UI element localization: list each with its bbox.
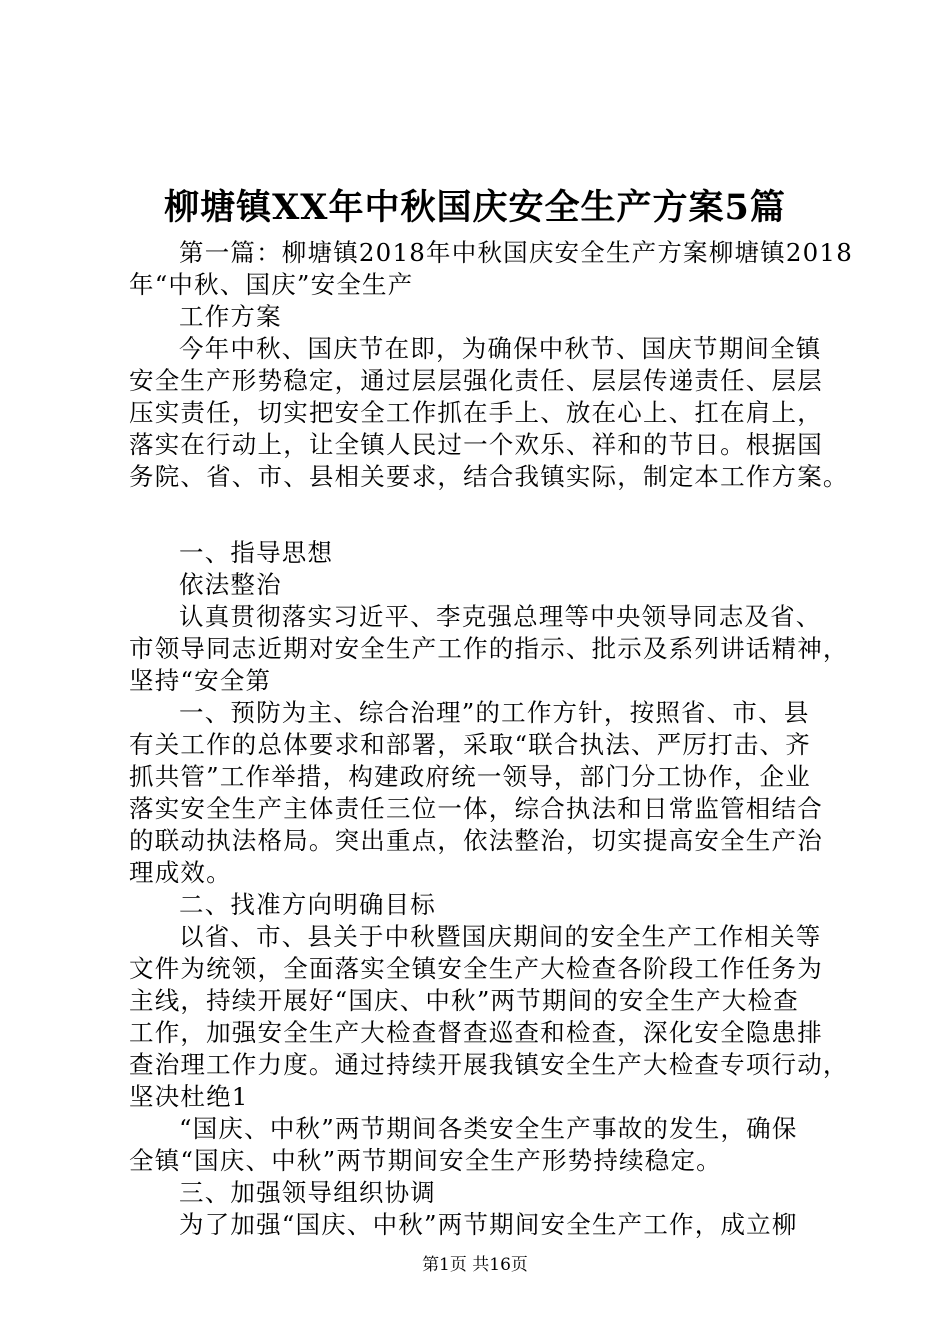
paragraph-line: 依法整治 xyxy=(179,570,282,599)
paragraph-line: 今年中秋、国庆节在即，为确保中秋节、国庆节期间全镇 xyxy=(179,334,822,363)
section-heading: 二、找准方向明确目标 xyxy=(179,890,436,919)
paragraph-line: 一、预防为主、综合治理”的工作方针，按照省、市、县 xyxy=(179,698,810,727)
paragraph-line: 全镇“国庆、中秋”两节期间安全生产形势持续稳定。 xyxy=(129,1146,722,1175)
page-number-footer: 第1页 共16页 xyxy=(422,1255,528,1275)
paragraph-line: 文件为统领，全面落实全镇安全生产大检查各阶段工作任务为 xyxy=(129,954,823,983)
paragraph-line: 落实安全生产主体责任三位一体，综合执法和日常监管相结合 xyxy=(129,794,823,823)
paragraph-line: 抓共管”工作举措，构建政府统一领导，部门分工协作，企业 xyxy=(129,762,811,791)
paragraph-line: 压实责任，切实把安全工作抓在手上、放在心上、扛在肩上， xyxy=(129,398,823,427)
paragraph-line: 安全生产形势稳定，通过层层强化责任、层层传递责任、层层 xyxy=(129,366,823,395)
paragraph-line: 主线，持续开展好“国庆、中秋”两节期间的安全生产大检查 xyxy=(129,986,799,1015)
document-title: 柳塘镇XX年中秋国庆安全生产方案5篇 xyxy=(164,187,786,228)
paragraph-line: 坚决杜绝1 xyxy=(129,1082,249,1111)
paragraph-line: 工作，加强安全生产大检查督查巡查和检查，深化安全隐患排 xyxy=(129,1018,823,1047)
paragraph-line: 坚持“安全第 xyxy=(129,666,272,695)
paragraph-line: 认真贯彻落实习近平、李克强总理等中央领导同志及省、 xyxy=(179,602,822,631)
paragraph-line: 查治理工作力度。通过持续开展我镇安全生产大检查专项行动， xyxy=(129,1050,849,1079)
paragraph-line: 工作方案 xyxy=(179,302,282,331)
paragraph-line: 年“中秋、国庆”安全生产 xyxy=(129,270,414,299)
document-body xyxy=(129,237,853,1241)
paragraph-line: 有关工作的总体要求和部署，采取“联合执法、严厉打击、齐 xyxy=(129,730,811,759)
paragraph-line: 的联动执法格局。突出重点，依法整治，切实提高安全生产治 xyxy=(129,826,823,855)
section-heading: 一、指导思想 xyxy=(179,538,334,567)
paragraph-line: “国庆、中秋”两节期间各类安全生产事故的发生，确保 xyxy=(179,1114,798,1143)
paragraph-line: 落实在行动上，让全镇人民过一个欢乐、祥和的节日。根据国 xyxy=(129,430,823,459)
paragraph-line: 为了加强“国庆、中秋”两节期间安全生产工作，成立柳 xyxy=(179,1210,798,1239)
section-heading: 三、加强领导组织协调 xyxy=(179,1178,436,1207)
paragraph-line: 务院、省、市、县相关要求，结合我镇实际，制定本工作方案。 xyxy=(129,462,849,491)
paragraph-gap xyxy=(129,493,834,537)
paragraph-line: 以省、市、县关于中秋暨国庆期间的安全生产工作相关等 xyxy=(179,922,822,951)
paragraph-line: 第一篇：柳塘镇2018年中秋国庆安全生产方案柳塘镇2018 xyxy=(179,238,853,267)
paragraph-line: 理成效。 xyxy=(129,858,232,887)
paragraph-line: 市领导同志近期对安全生产工作的指示、批示及系列讲话精神， xyxy=(129,634,849,663)
